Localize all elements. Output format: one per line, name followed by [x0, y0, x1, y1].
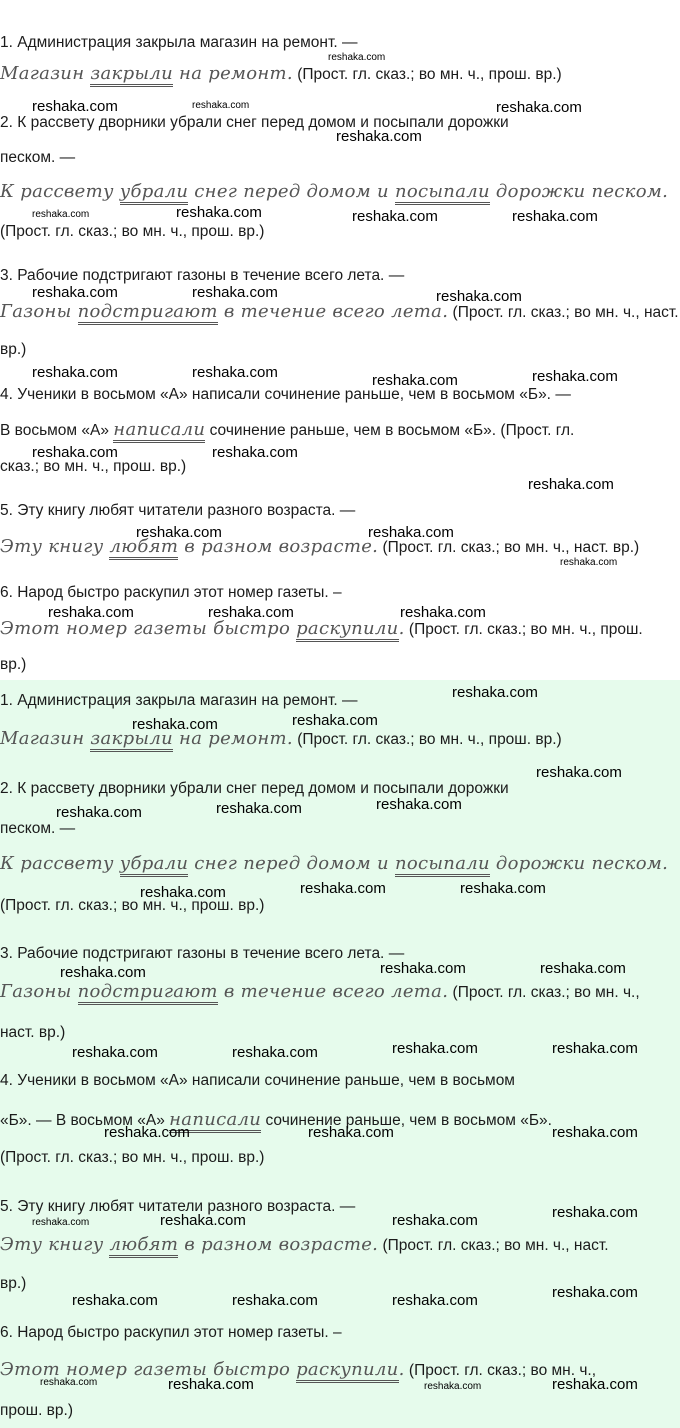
task-1: 1. Администрация закрыла магазин на ремонт. —	[0, 34, 358, 51]
watermark: reshaka.com	[372, 372, 458, 389]
answer-4: «Б». — В восьмом «А» написали сочинение раньше, чем в восьмом «Б».	[0, 1110, 552, 1131]
watermark: reshaka.com	[40, 1377, 98, 1388]
task-2: 2. К рассвету дворники убрали снег перед домом и посыпали дорожки	[0, 114, 509, 131]
answer-1: Магазин закрыли на ремонт. (Прост. гл. сказ.; во мн. ч., прош. вр.)	[0, 729, 562, 750]
watermark: reshaka.com	[232, 1044, 318, 1061]
answer-3-cont: вр.)	[0, 341, 27, 358]
answer-2-note: (Прост. гл. сказ.; во мн. ч., прош. вр.)	[0, 897, 265, 914]
answer-2: К рассвету убрали снег перед домом и посыпали дорожки песком.	[0, 182, 668, 202]
watermark: reshaka.com	[212, 444, 298, 461]
task-3: 3. Рабочие подстригают газоны в течение всего лета. —	[0, 945, 405, 962]
task-5: 5. Эту книгу любят читатели разного возраста. —	[0, 1198, 356, 1215]
watermark: reshaka.com	[392, 1292, 478, 1309]
watermark: reshaka.com	[300, 880, 386, 897]
watermark: reshaka.com	[32, 98, 118, 115]
task-6: 6. Народ быстро раскупил этот номер газеты. –	[0, 1324, 342, 1341]
watermark: reshaka.com	[552, 1376, 638, 1393]
task-1: 1. Администрация закрыла магазин на ремонт. —	[0, 692, 358, 709]
watermark: reshaka.com	[528, 476, 614, 493]
answer-3: Газоны подстригают в течение всего лета. (Прост. гл. сказ.; во мн. ч., наст.	[0, 302, 679, 323]
watermark: reshaka.com	[32, 209, 90, 220]
watermark: reshaka.com	[208, 604, 294, 621]
task-5: 5. Эту книгу любят читатели разного возраста. —	[0, 502, 356, 519]
answer-5-cont: вр.)	[0, 1275, 27, 1292]
watermark: reshaka.com	[380, 960, 466, 977]
task-3: 3. Рабочие подстригают газоны в течение всего лета. —	[0, 267, 405, 284]
watermark: reshaka.com	[232, 1292, 318, 1309]
watermark: reshaka.com	[392, 1040, 478, 1057]
task-4: 4. Ученики в восьмом «А» написали сочинение раньше, чем в восьмом «Б». —	[0, 386, 571, 403]
watermark: reshaka.com	[292, 712, 378, 729]
watermark: reshaka.com	[56, 804, 142, 821]
answer-4-note: (Прост. гл. сказ.; во мн. ч., прош. вр.)	[0, 1149, 265, 1166]
watermark: reshaka.com	[400, 604, 486, 621]
watermark: reshaka.com	[136, 524, 222, 541]
watermark: reshaka.com	[392, 1212, 478, 1229]
predicate: раскупили	[296, 1359, 398, 1383]
answer-3-cont: наст. вр.)	[0, 1024, 66, 1041]
answer-block-highlighted	[0, 680, 680, 1428]
watermark: reshaka.com	[552, 1204, 638, 1221]
task-4: 4. Ученики в восьмом «А» написали сочинение раньше, чем в восьмом	[0, 1072, 515, 1089]
watermark: reshaka.com	[32, 284, 118, 301]
watermark: reshaka.com	[192, 100, 250, 111]
answer-5: Эту книгу любят в разном возрасте. (Прост. гл. сказ.; во мн. ч., наст.	[0, 1235, 609, 1256]
watermark: reshaka.com	[104, 1124, 190, 1141]
watermark: reshaka.com	[32, 1217, 90, 1228]
answer-2: К рассвету убрали снег перед домом и посыпали дорожки песком.	[0, 854, 668, 874]
predicate: посыпали	[395, 853, 490, 877]
watermark: reshaka.com	[452, 684, 538, 701]
watermark: reshaka.com	[552, 1284, 638, 1301]
watermark: reshaka.com	[32, 364, 118, 381]
watermark: reshaka.com	[132, 716, 218, 733]
watermark: reshaka.com	[352, 208, 438, 225]
predicate: убрали	[120, 181, 189, 205]
watermark: reshaka.com	[536, 764, 622, 781]
predicate: любят	[109, 536, 178, 560]
answer-6-cont: прош. вр.)	[0, 1402, 74, 1419]
answer-4: В восьмом «А» написали сочинение раньше, чем в восьмом «Б». (Прост. гл.	[0, 420, 574, 441]
answer-2-note: (Прост. гл. сказ.; во мн. ч., прош. вр.)	[0, 223, 265, 240]
watermark: reshaka.com	[368, 524, 454, 541]
predicate: раскупили	[296, 618, 398, 642]
watermark: reshaka.com	[72, 1044, 158, 1061]
answer-4-cont: сказ.; во мн. ч., прош. вр.)	[0, 458, 187, 475]
watermark: reshaka.com	[328, 52, 386, 63]
watermark: reshaka.com	[436, 288, 522, 305]
watermark: reshaka.com	[336, 128, 422, 145]
watermark: reshaka.com	[496, 99, 582, 116]
answer-6: Этот номер газеты быстро раскупили. (Прост. гл. сказ.; во мн. ч.,	[0, 1360, 596, 1381]
task-6: 6. Народ быстро раскупил этот номер газеты. –	[0, 584, 342, 601]
answer-3: Газоны подстригают в течение всего лета. (Прост. гл. сказ.; во мн. ч.,	[0, 982, 640, 1003]
watermark: reshaka.com	[376, 796, 462, 813]
answer-6: Этот номер газеты быстро раскупили. (Прост. гл. сказ.; во мн. ч., прош.	[0, 619, 643, 640]
task-2-cont: песком. —	[0, 820, 76, 837]
watermark: reshaka.com	[216, 800, 302, 817]
predicate: подстригают	[78, 301, 218, 325]
watermark: reshaka.com	[160, 1212, 246, 1229]
watermark: reshaka.com	[192, 364, 278, 381]
watermark: reshaka.com	[176, 204, 262, 221]
watermark: reshaka.com	[308, 1124, 394, 1141]
watermark: reshaka.com	[512, 208, 598, 225]
watermark: reshaka.com	[552, 1124, 638, 1141]
watermark: reshaka.com	[60, 964, 146, 981]
predicate: написали	[113, 419, 205, 443]
answer-6-cont: вр.)	[0, 656, 27, 673]
watermark: reshaka.com	[192, 284, 278, 301]
answer-block-original	[0, 0, 680, 680]
watermark: reshaka.com	[48, 604, 134, 621]
answer-1: Магазин закрыли на ремонт. (Прост. гл. сказ.; во мн. ч., прош. вр.)	[0, 64, 562, 85]
predicate: закрыли	[90, 728, 173, 752]
task-2: 2. К рассвету дворники убрали снег перед домом и посыпали дорожки	[0, 780, 509, 797]
task-2-cont: песком. —	[0, 149, 76, 166]
predicate: убрали	[120, 853, 189, 877]
watermark: reshaka.com	[424, 1381, 482, 1392]
predicate: написали	[169, 1109, 261, 1133]
watermark: reshaka.com	[540, 960, 626, 977]
watermark: reshaka.com	[460, 880, 546, 897]
watermark: reshaka.com	[532, 368, 618, 385]
predicate: посыпали	[395, 181, 490, 205]
answer-5: Эту книгу любят в разном возрасте. (Прост. гл. сказ.; во мн. ч., наст. вр.)	[0, 537, 639, 558]
watermark: reshaka.com	[72, 1292, 158, 1309]
watermark: reshaka.com	[32, 444, 118, 461]
watermark: reshaka.com	[552, 1040, 638, 1057]
watermark: reshaka.com	[560, 557, 618, 568]
watermark: reshaka.com	[168, 1376, 254, 1393]
watermark: reshaka.com	[140, 884, 226, 901]
predicate: подстригают	[78, 981, 218, 1005]
predicate: закрыли	[90, 63, 173, 87]
predicate: любят	[109, 1234, 178, 1258]
